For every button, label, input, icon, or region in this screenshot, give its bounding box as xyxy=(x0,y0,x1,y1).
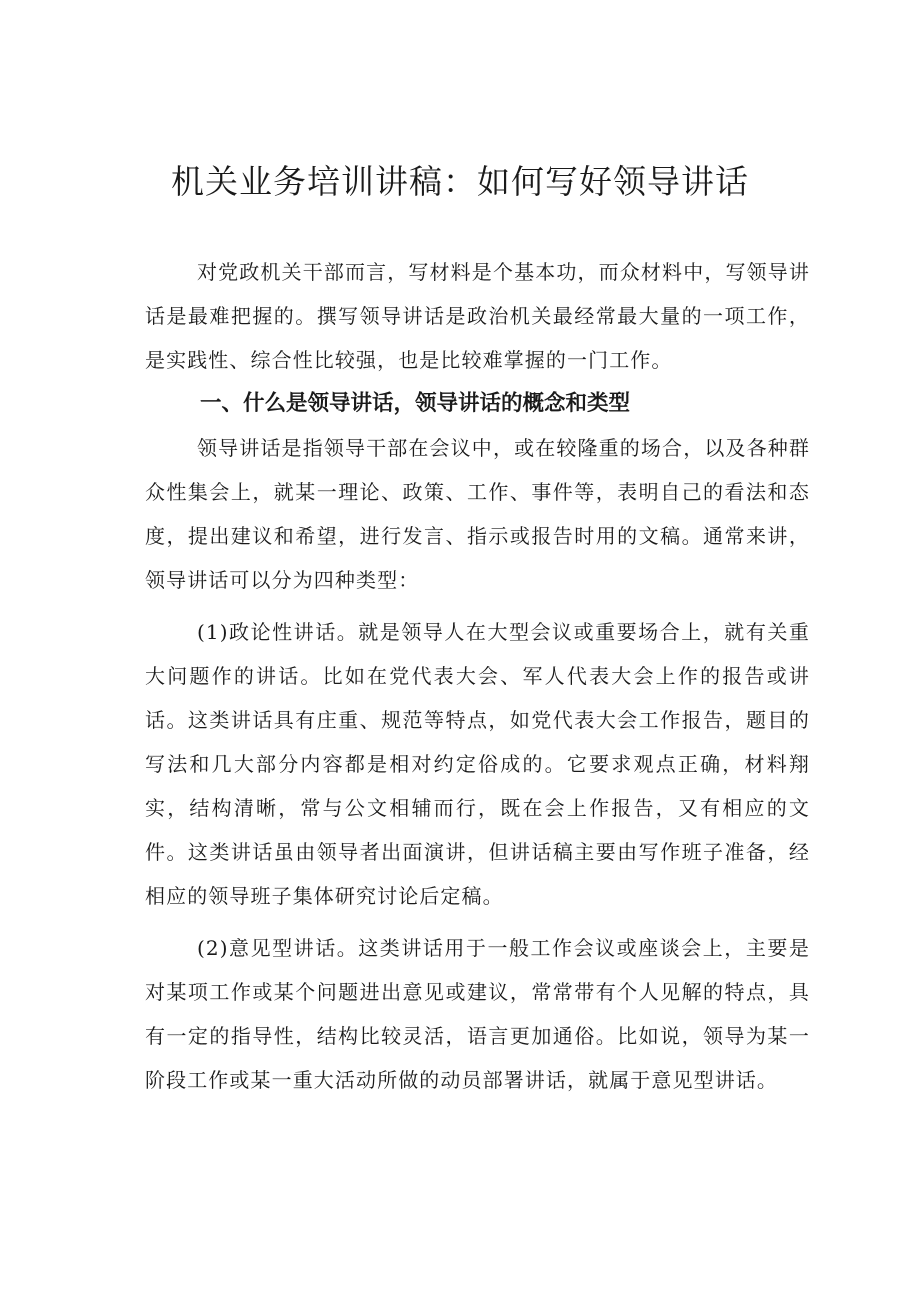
document-body xyxy=(145,250,810,1102)
intro-paragraph: 对党政机关干部而言，写材料是个基本功，而众材料中，写领导讲话是最难把握的。撰写领导讲话是政治机关最经常最大量的一项工作，是实践性、综合性比较强，也是比较难掌握的一门工作。 xyxy=(145,260,810,372)
definition-paragraph: 领导讲话是指领导干部在会议中，或在较隆重的场合，以及各种群众性集会上，就某一理论、政策、工作、事件等，表明自己的看法和态度，提出建议和希望，进行发言、指示或报告时用的文稿。通常来讲，领导讲话可以分为四种类型： xyxy=(145,436,810,592)
type2-paragraph: (2)意见型讲话。这类讲话用于一般工作会议或座谈会上，主要是对某项工作或某个问题进出意见或建议，常常带有个人见解的特点，具有一定的指导性，结构比较灵活，语言更加通俗。比如说，领导为某一阶段工作或某一重大活动所做的动员部署讲话，就属于意见型讲话。 xyxy=(145,936,810,1092)
document-title: 机关业务培训讲稿：如何写好领导讲话 xyxy=(171,162,749,201)
section-heading: 一、什么是领导讲话，领导讲话的概念和类型 xyxy=(200,391,631,416)
type1-paragraph: (1)政论性讲话。就是领导人在大型会议或重要场合上，就有关重大问题作的讲话。比如在党代表大会、军人代表大会上作的报告或讲话。这类讲话具有庄重、规范等特点，如党代表大会工作报告，题目的写法和几大部分内容都是相对约定俗成的。它要求观点正确，材料翔实，结构清晰，常与公文相辅而行，既在会上作报告，又有相应的文件。这类讲话虽由领导者出面演讲，但讲话稿主要由写作班子准备，经相应的领导班子集体研究讨论后定稿。 xyxy=(145,620,810,908)
